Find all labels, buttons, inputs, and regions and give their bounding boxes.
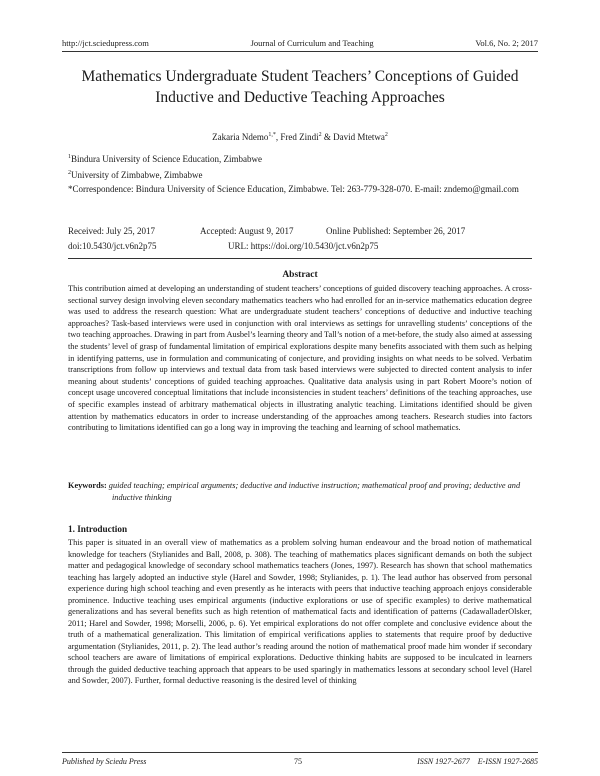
running-footer — [62, 752, 538, 766]
journal-name: Journal of Curriculum and Teaching — [250, 38, 374, 48]
section-heading: 1. Introduction — [68, 524, 128, 534]
issn: ISSN 1927-2677 E-ISSN 1927-2685 — [417, 757, 538, 766]
correspondence: *Correspondence: Bindura University of Science Education, Zimbabwe. Tel: 263-779-328-070. E-mail: zndemo@gmail.com — [68, 184, 519, 194]
volume-info: Vol.6, No. 2; 2017 — [475, 38, 538, 48]
affiliation-text: University of Zimbabwe, Zimbabwe — [71, 170, 203, 180]
author-list — [62, 132, 538, 142]
page-number: 75 — [294, 757, 302, 766]
introduction-body: This paper is situated in an overall view of mathematics as a problem solving human endeavour and the broad notion of mathematical knowledge for teachers (Stylianides and Ball, 2008, p. 308). The teaching of mathematics places significant demands on both the subject matter and pedagogical knowledge of secondary school mathematics teachers (Jones, 1997). Research has shown that school mathematics teaching has largely adopted an inductive style (Harel and Sowder, 1998; Stylianides, p. 1). The lead author has observed from personal experience during high school teaching and even presently as he interacts with peers that inductive teaching approach enjoys considerable prominence. Inductive teaching uses empirical arguments (inductive explorations or use of specific examples) to derive mathematical generalizations and has several benefits such as high retention of mathematical facts and identification of patterns (CadawalladerOlsker, 2011; Harel and Sowder, 1998; Morselli, 2006, p. 6). Yet empirical explorations do not offer complete and conclusive evidence about the truth of a mathematical generalization. This limitation of empirical verifications applies to statements that require proof by deductive argumentation (Stylianides, 2011, p. 2). The lead author’s reading around the notion of mathematical proof made him wonder if secondary school teachers are aware of limitations of empirical explorations. Deductive thinking habits are supposed to be inculcated in learners through the guided deductive teaching approach that appears to be used sparingly in mathematics lessons at secondary school level (Harel and Sowder, 2007). Further, formal deductive reasoning is the desired level of thinking — [68, 538, 532, 685]
affiliation-number: 2 — [68, 170, 71, 176]
running-header — [62, 38, 538, 52]
author-superscript: 2 — [318, 132, 322, 138]
abstract-heading: Abstract — [282, 270, 318, 280]
keywords-text: guided teaching; empirical arguments; deductive and inductive instruction; mathematical proof and proving; deductive and inductive thinking — [108, 481, 521, 502]
author-name: & David Mtetwa — [321, 132, 385, 142]
author-superscript: 1,* — [268, 132, 276, 138]
journal-url[interactable]: http://jct.sciedupress.com — [62, 38, 149, 48]
divider — [68, 258, 532, 259]
affiliation-text: Bindura University of Science Education, Zimbabwe — [71, 154, 262, 164]
affiliation-number: 1 — [68, 154, 71, 160]
keywords-label: Keywords: — [68, 481, 107, 490]
published-date: Online Published: September 26, 2017 — [326, 226, 466, 236]
affiliation — [68, 151, 532, 165]
author-name: , Fred Zindi — [275, 132, 319, 142]
doi[interactable]: doi:10.5430/jct.v6n2p75 — [68, 241, 157, 251]
author-name: Zakaria Ndemo — [212, 132, 269, 142]
abstract-body: This contribution aimed at developing an understanding of student teachers’ conceptions of guided discovery teaching approaches. A cross-sectional survey design involving eleven secondary mathematics teachers who had enrolled for an in-service mathematics education degree was used to address the research question: What are undergraduate student teachers’ conceptions of deductive and inductive teaching approaches? Task-based interviews were used in conjunction with oral interviews as settings for unravelling students’ conceptions of the two teaching approaches. Drawing in part from Ausbel’s learning theory and Tall’s notion of a met-before, the study also aimed at assessing the students’ level of grasp of fundamental limitation of empirical explorations despite many benefits associated with them such as helping in identifying patterns, use in formulation and communicating of conjecture, and providing insights on what needs to be solved. Verbatim transcriptions from follow up interviews and textual data from task based interviews were subjected to directed content analysis to infer meaning about students’ conceptions of guided teaching approaches. Qualitative data analysis using in part Robert Moore’s notion of concept usage uncovered conceptual limitations that include inconsistencies in student teachers’ definitions of the teaching approaches, use of specific examples instead of arbitrary mathematical objects in illustrating analytic teaching. Limitations identified should be given attention by mathematics educators in order to increase understanding of the approaches among teachers. Research studies into factors contributing to limitations identified can go a long way in improving the teaching and learning of school mathematics. — [68, 284, 533, 433]
affiliation — [68, 167, 532, 181]
accepted-date: Accepted: August 9, 2017 — [200, 226, 294, 236]
keywords — [68, 480, 532, 503]
publisher: Published by Sciedu Press — [62, 757, 147, 766]
doi-url[interactable]: URL: https://doi.org/10.5430/jct.v6n2p75 — [228, 241, 379, 251]
received-date: Received: July 25, 2017 — [68, 226, 155, 236]
article-title: Mathematics Undergraduate Student Teachers’ Conceptions of Guided Inductive and Deductive Teaching Approaches — [81, 68, 519, 106]
author-superscript: 2 — [384, 132, 388, 138]
